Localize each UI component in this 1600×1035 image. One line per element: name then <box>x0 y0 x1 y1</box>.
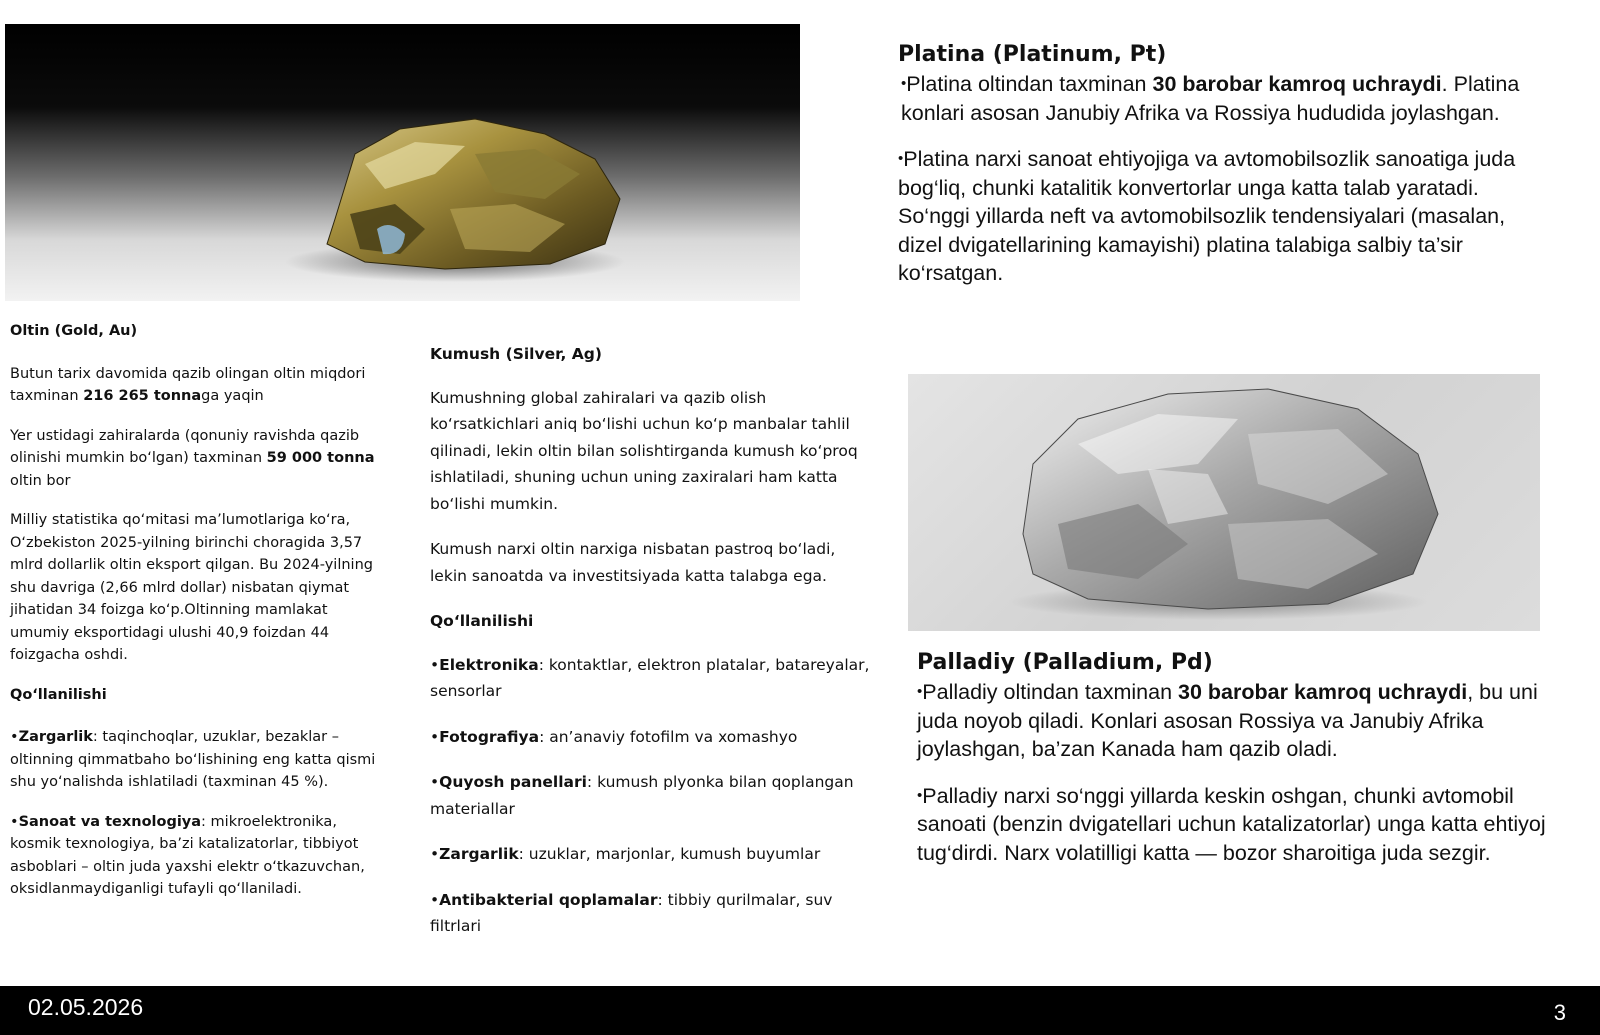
gold-p1-bold: 216 265 tonna <box>83 388 202 404</box>
gold-p1-suffix: ga yaqin <box>201 388 264 404</box>
palladium-p2-text: Palladiy narxi so‘nggi yillarda keskin oshgan, chunki avtomobil sanoati (benzin dvigatellari uchun katalizatorlar) unga katta ehtiyoj tug‘dirdi. Narx volatilligi katta — bozor sharoitiga juda sezgir. <box>917 783 1546 865</box>
platinum-p1-bold: 30 barobar kamroq uchraydi <box>1152 72 1442 96</box>
platinum-section <box>898 40 1538 306</box>
silver-usage-heading: Qo‘llanilishi <box>430 612 534 630</box>
platinum-p1-text: Platina oltindan taxminan <box>906 72 1153 96</box>
gold-p2-text: Yer ustidagi zahiralarda (qonuniy ravishda qazib olinishi mumkin bo‘lgan) taxminan <box>10 427 360 466</box>
bullet: • <box>898 150 904 167</box>
silver-usage-label: Zargarlik <box>439 845 519 863</box>
silver-usage-item <box>430 769 870 822</box>
gold-total-mined-text <box>10 363 380 408</box>
gold-p1-text: Butun tarix davomida qazib olingan oltin miqdori taxminan <box>10 365 366 404</box>
palladium-rarity-text <box>917 678 1567 764</box>
silver-usage-text: : uzuklar, marjonlar, kumush buyumlar <box>518 845 821 863</box>
gold-usage-label: Zargarlik <box>18 729 93 745</box>
silver-usage-text: : kumush plyonka bilan qoplangan materiallar <box>430 773 854 818</box>
silver-usage-label: Elektronika <box>439 655 539 674</box>
platinum-price-text <box>898 145 1538 288</box>
silver-usage-item <box>430 887 870 940</box>
gold-nugget-illustration <box>5 24 800 301</box>
gold-p2-suffix: oltin bor <box>10 472 71 489</box>
silver-nugget-image <box>908 374 1540 631</box>
bullet: • <box>917 683 923 700</box>
gold-nugget-image <box>5 24 800 301</box>
platinum-rarity-text <box>898 70 1538 127</box>
gold-p2-bold: 59 000 tonna <box>266 450 375 466</box>
bullet: • <box>430 890 440 909</box>
gold-usage-text: : mikroelektronika, kosmik texnologiya, ba’zi katalizatorlar, tibbiyot asboblari – oltin juda yaxshi elektr o‘tkazuvchan, oksidlanmaydiganligi tufayli qo‘llaniladi. <box>10 813 365 897</box>
silver-usage-label: Antibakterial qoplamalar <box>439 890 658 909</box>
bullet: • <box>430 845 440 863</box>
palladium-p1-text: Palladiy oltindan taxminan <box>922 680 1179 704</box>
gold-section <box>10 320 380 918</box>
platinum-p2-text: Platina narxi sanoat ehtiyojiga va avtomobilsozlik sanoatiga juda bog‘liq, chunki katalitik konvertorlar unga katta talab yaratadi. So‘nggi yillarda neft va avtomobilsozlik tendensiyalari (masalan, dizel dvigatellarining kamayishi) platina talabiga salbiy ta’sir ko‘rsatgan. <box>898 147 1516 285</box>
bullet: • <box>430 773 440 791</box>
bullet: • <box>901 75 907 92</box>
bullet: • <box>430 655 440 674</box>
gold-usage-heading: Qo‘llanilishi <box>10 686 107 703</box>
gold-export-text: Milliy statistika qo‘mitasi ma’lumotlariga ko‘ra, O‘zbekiston 2025-yilning birinchi choragida 3,57 mlrd dollarlik oltin eksport qilgan. Bu 2024-yilning shu davriga (2,66 mlrd dollar) nisbatan qiymat jihatidan 34 foizga ko‘p.Oltinning mamlakat umumiy eksportidagi ulushi 40,9 foizdan 44 foizgacha oshdi. <box>10 512 373 663</box>
gold-usage-item <box>10 811 380 901</box>
page-number: 3 <box>1553 1000 1566 1025</box>
footer-date: 02.05.2026 <box>28 994 144 1020</box>
platinum-p1-suffix: . Platina konlari asosan Janubiy Afrika va Rossiya hududida joylashgan. <box>901 72 1520 125</box>
gold-heading: Oltin (Gold, Au) <box>10 323 138 339</box>
palladium-heading: Palladiy (Palladium, Pd) <box>917 650 1213 675</box>
silver-usage-label: Quyosh panellari <box>439 773 587 791</box>
silver-usage-text: : kontaktlar, elektron platalar, batareyalar, sensorlar <box>430 655 870 700</box>
silver-usage-item <box>430 841 870 868</box>
platinum-heading: Platina (Platinum, Pt) <box>898 42 1167 67</box>
silver-usage-text: : an’anaviy fotofilm va xomashyo <box>539 727 798 746</box>
palladium-section <box>917 648 1567 885</box>
gold-reserves-text <box>10 425 380 493</box>
bullet: • <box>917 786 923 804</box>
silver-reserves-text: Kumushning global zahiralari va qazib olish ko‘rsatkichlari aniq bo‘lishi uchun ko‘p manbalar tahlil qilinadi, lekin oltin bilan solishtirganda kumush ko‘proq ishlatiladi, shuning uchun uning zaxiralari ham katta bo‘lishi mumkin. <box>430 388 858 513</box>
bullet: • <box>10 729 19 745</box>
gold-usage-item <box>10 726 380 794</box>
gold-usage-label: Sanoat va texnologiya <box>18 813 202 830</box>
palladium-p1-suffix: , bu uni juda noyob qiladi. Konlari asosan Rossiya va Janubiy Afrika joylashgan, ba’zan Kanada ham qazib oladi. <box>917 680 1538 761</box>
silver-nugget-illustration <box>908 374 1540 631</box>
silver-price-text: Kumush narxi oltin narxiga nisbatan pastroq bo‘ladi, lekin sanoatda va investitsiyada katta talabga ega. <box>430 540 836 585</box>
palladium-p1-bold: 30 barobar kamroq uchraydi <box>1178 680 1468 704</box>
silver-usage-label: Fotografiya <box>439 727 540 746</box>
silver-usage-item <box>430 724 870 751</box>
bullet: • <box>10 813 19 830</box>
bullet: • <box>430 727 440 746</box>
footer-bar <box>0 986 1600 1035</box>
silver-heading: Kumush (Silver, Ag) <box>430 345 602 363</box>
silver-section <box>430 341 870 959</box>
gold-usage-text: : taqinchoqlar, uzuklar, bezaklar – oltinning qimmatbaho bo‘lishining eng katta qismi shu yo‘nalishda ishlatiladi (taxminan 45 %). <box>10 729 376 790</box>
silver-usage-item <box>430 652 870 705</box>
palladium-price-text <box>917 782 1567 868</box>
silver-usage-text: : tibbiy qurilmalar, suv filtrlari <box>430 890 833 935</box>
